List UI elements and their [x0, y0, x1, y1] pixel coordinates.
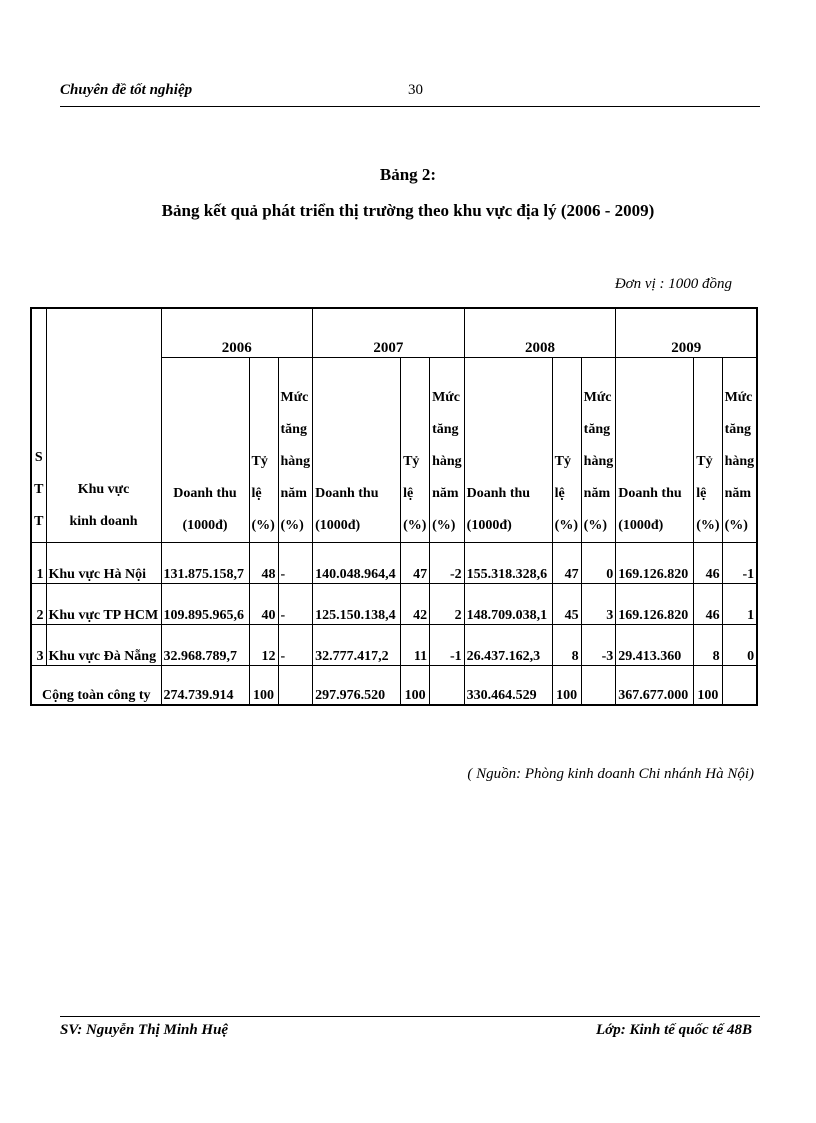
revenue-header-line: Doanh thu — [466, 486, 531, 501]
header-document-type: Chuyên đề tốt nghiệp — [60, 82, 193, 98]
revenue-cell: 169.126.820 — [616, 543, 694, 584]
ratio-header-line: (%) — [696, 518, 720, 533]
growth-header-line: hàng — [583, 454, 614, 469]
ratio-cell: 11 — [401, 625, 430, 666]
stt-cell: 3 — [31, 625, 46, 666]
total-label: Cộng toàn công ty — [31, 666, 161, 706]
ratio-cell: 8 — [552, 625, 581, 666]
growth-header — [581, 358, 616, 543]
growth-header-line: (%) — [432, 518, 456, 533]
growth-header-line: tăng — [724, 422, 752, 437]
stt-cell: 2 — [31, 584, 46, 625]
growth-header-line: hàng — [724, 454, 755, 469]
ratio-cell: 48 — [249, 543, 278, 584]
region-header-line: Khu vực — [77, 482, 130, 497]
revenue-header — [313, 358, 401, 543]
ratio-header-line: Tỷ — [554, 454, 571, 469]
growth-header-line: năm — [583, 486, 611, 501]
header-divider — [60, 106, 760, 107]
ratio-header-line: Tỷ — [403, 454, 420, 469]
region-header-line: kinh doanh — [69, 514, 138, 529]
ratio-cell: 100 — [552, 666, 581, 706]
growth-header-line: hàng — [432, 454, 462, 469]
stt-header-line: T — [34, 482, 44, 497]
growth-cell: 0 — [722, 625, 757, 666]
revenue-header-line: Doanh thu — [173, 486, 237, 501]
ratio-header-line: lệ — [251, 486, 262, 501]
growth-header-line: năm — [280, 486, 307, 501]
ratio-cell: 100 — [249, 666, 278, 706]
year-2007-header: 2007 — [313, 308, 465, 358]
total-row — [31, 666, 757, 706]
revenue-header — [161, 358, 249, 543]
unit-note: Đơn vị : 1000 đồng — [614, 276, 732, 292]
ratio-cell: 100 — [401, 666, 430, 706]
region-cell: Khu vực TP HCM — [46, 584, 161, 625]
table-row — [31, 625, 757, 666]
growth-cell: -2 — [430, 543, 465, 584]
growth-header-line: Mức — [280, 390, 309, 405]
ratio-cell: 42 — [401, 584, 430, 625]
ratio-header — [401, 358, 430, 543]
ratio-header-line: (%) — [554, 518, 578, 533]
growth-header — [722, 358, 757, 543]
ratio-header-line: lệ — [403, 486, 414, 501]
ratio-cell: 47 — [552, 543, 581, 584]
revenue-header-line: Doanh thu — [315, 486, 379, 501]
growth-header-line: (%) — [583, 518, 607, 533]
growth-cell: 3 — [581, 584, 616, 625]
ratio-header-line: Tỷ — [251, 454, 268, 469]
ratio-cell: 40 — [249, 584, 278, 625]
growth-cell: - — [278, 584, 313, 625]
growth-header-line: tăng — [280, 422, 307, 437]
growth-cell — [430, 666, 465, 706]
ratio-cell: 46 — [694, 584, 722, 625]
revenue-header-line: (1000đ) — [182, 518, 228, 533]
revenue-cell: 274.739.914 — [161, 666, 249, 706]
region-cell: Khu vực Hà Nội — [46, 543, 161, 584]
growth-cell: 0 — [581, 543, 616, 584]
revenue-header — [616, 358, 694, 543]
revenue-cell: 140.048.964,4 — [313, 543, 401, 584]
revenue-cell: 297.976.520 — [313, 666, 401, 706]
ratio-header — [552, 358, 581, 543]
revenue-cell: 330.464.529 — [464, 666, 552, 706]
growth-header-line: Mức — [583, 390, 612, 405]
revenue-cell: 367.677.000 — [616, 666, 694, 706]
growth-header-line: Mức — [432, 390, 460, 405]
ratio-header-line: lệ — [696, 486, 707, 501]
growth-header — [430, 358, 465, 543]
ratio-cell: 47 — [401, 543, 430, 584]
revenue-header — [464, 358, 552, 543]
page-header — [60, 82, 760, 106]
footer-student: SV: Nguyễn Thị Minh Huệ — [60, 1022, 229, 1038]
market-results-table — [30, 307, 758, 706]
table-label: Bảng 2: — [379, 165, 437, 184]
growth-cell: -3 — [581, 625, 616, 666]
page-number: 30 — [408, 82, 423, 98]
revenue-cell: 29.413.360 — [616, 625, 694, 666]
table-row — [31, 543, 757, 584]
growth-cell: - — [278, 625, 313, 666]
revenue-cell: 32.777.417,2 — [313, 625, 401, 666]
revenue-header-line: (1000đ) — [618, 518, 664, 533]
growth-cell: -1 — [430, 625, 465, 666]
revenue-cell: 125.150.138,4 — [313, 584, 401, 625]
growth-header-line: (%) — [724, 518, 748, 533]
ratio-cell: 8 — [694, 625, 722, 666]
ratio-cell: 45 — [552, 584, 581, 625]
growth-header-line: hàng — [280, 454, 311, 469]
ratio-cell: 12 — [249, 625, 278, 666]
growth-cell: 2 — [430, 584, 465, 625]
ratio-header-line: (%) — [251, 518, 275, 533]
growth-header-line: năm — [432, 486, 459, 501]
revenue-cell: 169.126.820 — [616, 584, 694, 625]
growth-cell — [722, 666, 757, 706]
revenue-cell: 148.709.038,1 — [464, 584, 552, 625]
ratio-header-line: (%) — [403, 518, 427, 533]
growth-header — [278, 358, 313, 543]
ratio-header — [694, 358, 722, 543]
year-header-row — [31, 308, 757, 358]
table-title: Bảng kết quả phát triển thị trường theo khu vực địa lý (2006 - 2009) — [161, 201, 655, 220]
ratio-header-line: lệ — [554, 486, 565, 501]
region-cell: Khu vực Đà Nẵng — [46, 625, 161, 666]
growth-cell: 1 — [722, 584, 757, 625]
revenue-cell: 109.895.965,6 — [161, 584, 249, 625]
growth-header-line: (%) — [280, 518, 304, 533]
revenue-cell: 26.437.162,3 — [464, 625, 552, 666]
stt-header-line: S — [34, 450, 43, 465]
revenue-cell: 131.875.158,7 — [161, 543, 249, 584]
revenue-cell: 32.968.789,7 — [161, 625, 249, 666]
footer-divider — [60, 1016, 760, 1017]
revenue-cell: 155.318.328,6 — [464, 543, 552, 584]
stt-cell: 1 — [31, 543, 46, 584]
stt-header — [31, 308, 46, 543]
growth-cell: - — [278, 543, 313, 584]
growth-cell — [278, 666, 313, 706]
source-note: ( Nguồn: Phòng kinh doanh Chi nhánh Hà Nội) — [467, 766, 754, 782]
growth-header-line: tăng — [432, 422, 459, 437]
ratio-cell: 100 — [694, 666, 722, 706]
revenue-header-line: (1000đ) — [315, 518, 361, 533]
revenue-header-line: Doanh thu — [618, 486, 682, 501]
table-row — [31, 584, 757, 625]
footer-class: Lớp: Kinh tế quốc tế 48B — [596, 1022, 752, 1038]
region-header — [46, 308, 161, 543]
year-2006-header: 2006 — [161, 308, 313, 358]
ratio-cell: 46 — [694, 543, 722, 584]
growth-cell: -1 — [722, 543, 757, 584]
growth-header-line: Mức — [724, 390, 753, 405]
stt-header-line: T — [34, 514, 44, 529]
year-2008-header: 2008 — [464, 308, 616, 358]
ratio-header-line: Tỷ — [696, 454, 713, 469]
revenue-header-line: (1000đ) — [466, 518, 512, 533]
growth-header-line: năm — [724, 486, 752, 501]
growth-header-line: tăng — [583, 422, 611, 437]
year-2009-header: 2009 — [616, 308, 757, 358]
growth-cell — [581, 666, 616, 706]
ratio-header — [249, 358, 278, 543]
